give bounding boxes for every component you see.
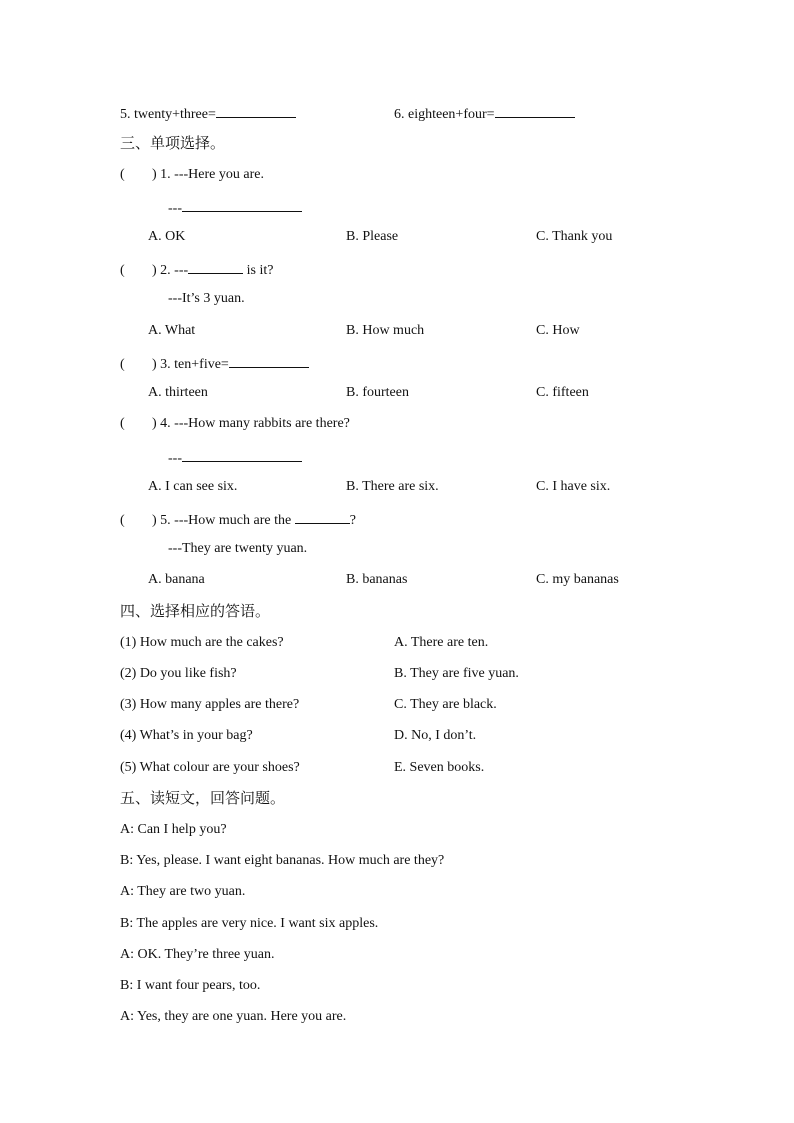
dialogue-line: A: They are two yuan. (120, 884, 246, 899)
match-question: (4) What’s in your bag? (120, 728, 253, 743)
q5-option-a: A. banana (148, 572, 205, 587)
match-answer: A. There are ten. (394, 635, 489, 650)
q4-option-a: A. I can see six. (148, 479, 238, 494)
answer-paren[interactable]: ( (120, 357, 125, 372)
match-question: (2) Do you like fish? (120, 666, 237, 681)
q1-option-c: C. Thank you (536, 229, 613, 244)
dialogue-line: A: Can I help you? (120, 822, 227, 837)
q1-response: --- (168, 197, 302, 218)
q5-response: ---They are twenty yuan. (168, 541, 308, 556)
q1-option-a: A. OK (148, 229, 186, 244)
dialogue-line: A: OK. They’re three yuan. (120, 947, 275, 962)
answer-blank[interactable] (182, 197, 302, 212)
q2-stem: ( ) 2. --- is it? (120, 259, 274, 280)
answer-paren[interactable]: ( (120, 167, 125, 182)
q3-option-c: C. fifteen (536, 385, 589, 400)
section4-title: 四、选择相应的答语。 (120, 602, 271, 620)
match-question: (5) What colour are your shoes? (120, 760, 300, 775)
calc-q6: 6. eighteen+four= (394, 103, 575, 124)
match-answer: B. They are five yuan. (394, 666, 519, 681)
q4-option-c: C. I have six. (536, 479, 611, 494)
q5-option-c: C. my bananas (536, 572, 619, 587)
q2-option-b: B. How much (346, 323, 425, 338)
answer-blank[interactable] (229, 353, 309, 368)
q4-stem: ( ) 4. ---How many rabbits are there? (120, 416, 350, 431)
dialogue-line: B: The apples are very nice. I want six apples. (120, 916, 379, 931)
q5-option-b: B. bananas (346, 572, 408, 587)
answer-paren[interactable]: ( (120, 513, 125, 528)
q4-option-b: B. There are six. (346, 479, 439, 494)
q2-option-c: C. How (536, 323, 580, 338)
section5-title: 五、读短文，回答问题。 (120, 789, 286, 807)
match-answer: D. No, I don’t. (394, 728, 477, 743)
q2-option-a: A. What (148, 323, 196, 338)
match-question: (3) How many apples are there? (120, 697, 300, 712)
q1-stem: ( ) 1. ---Here you are. (120, 167, 264, 182)
answer-blank[interactable] (188, 259, 243, 274)
section3-title: 三、单项选择。 (120, 134, 226, 152)
answer-paren[interactable]: ( (120, 263, 125, 278)
match-question: (1) How much are the cakes? (120, 635, 284, 650)
q3-option-b: B. fourteen (346, 385, 409, 400)
match-answer: E. Seven books. (394, 760, 485, 775)
answer-blank[interactable] (182, 447, 302, 462)
q1-option-b: B. Please (346, 229, 399, 244)
q4-response: --- (168, 447, 302, 468)
q3-option-a: A. thirteen (148, 385, 208, 400)
dialogue-line: A: Yes, they are one yuan. Here you are. (120, 1009, 347, 1024)
q5-stem: ( ) 5. ---How much are the ? (120, 509, 356, 530)
match-answer: C. They are black. (394, 697, 497, 712)
dialogue-line: B: Yes, please. I want eight bananas. How much are they? (120, 853, 445, 868)
answer-paren[interactable]: ( (120, 416, 125, 431)
q3-stem: ( ) 3. ten+five= (120, 353, 309, 374)
dialogue-line: B: I want four pears, too. (120, 978, 261, 993)
answer-blank[interactable] (295, 509, 350, 524)
q2-response: ---It’s 3 yuan. (168, 291, 245, 306)
answer-blank[interactable] (495, 103, 575, 118)
calc-q5: 5. twenty+three= (120, 103, 296, 124)
answer-blank[interactable] (216, 103, 296, 118)
